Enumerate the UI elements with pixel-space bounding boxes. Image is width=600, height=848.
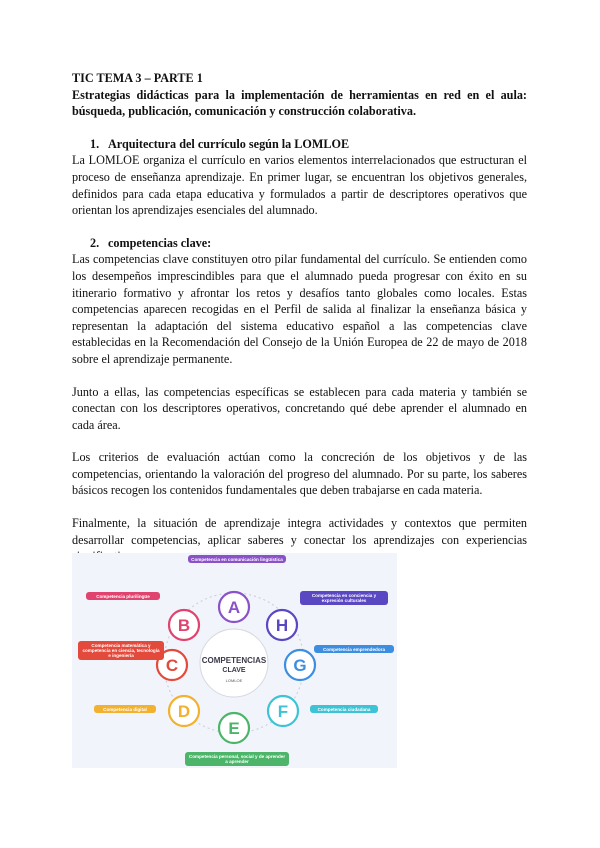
section-1-title: Arquitectura del currículo según la LOMLOE (108, 136, 350, 151)
label-e: Competencia personal, social y de aprender a aprender (185, 752, 289, 766)
section-1-heading (72, 136, 527, 153)
section-2-title: competencias clave: (108, 235, 212, 250)
label-c: Competencia matemática y competencia en ciencia, tecnología e ingeniería (78, 641, 164, 660)
node-d-letter: D (177, 702, 191, 721)
label-b: Competencia plurilingüe (86, 592, 160, 600)
infographic-diagram (72, 553, 397, 768)
label-h: Competencia en conciencia y expresión culturales (300, 591, 388, 605)
node-h-letter: H (275, 616, 289, 635)
section-1-number: 1. (90, 136, 100, 151)
node-b-letter: B (177, 616, 191, 635)
node-g-letter: G (293, 656, 307, 675)
center-title-line-1: COMPETENCIAS (201, 656, 267, 665)
node-c-letter: C (165, 656, 179, 675)
center-title-line-2: CLAVE (222, 667, 246, 674)
document-title: TIC TEMA 3 – PARTE 1 (72, 71, 203, 85)
document-page (72, 70, 527, 565)
label-d: Competencia digital (94, 705, 156, 713)
paragraph-1: La LOMLOE organiza el currículo en varios elementos interrelacionados que estructuran el proceso de enseñanza aprendizaje. En primer lugar, se encuentran los objetivos generales, definidos para cada etapa educativa y formulados a partir de descriptores operativos que orientan los aprendizajes esenciales del alumnado. (72, 153, 527, 218)
paragraph-5: Finalmente, la situación de aprendizaje integra actividades y contextos que permiten desarrollar competencias, aplicar saberes y conectar los aprendizajes con experiencias (72, 516, 527, 547)
label-f: Competencia ciudadana (310, 705, 378, 713)
paragraph-4: Los criterios de evaluación actúan como la concreción de los objetivos y de las competencias, orientando la valoración del progreso del alumnado. Por su parte, los saberes básicos recogen los contenidos fundamentales que deben trabajarse en cada materia. (72, 450, 527, 498)
label-g: Competencia emprendedora (314, 645, 394, 653)
node-e-letter: E (228, 719, 240, 738)
section-2-number: 2. (90, 235, 100, 250)
document-subtitle: Estrategias didácticas para la implementación de herramientas en red en el aula: búsqueda, publicación, comunicación y construcción colaborativa. (72, 87, 527, 119)
paragraph-3: Junto a ellas, las competencias específicas se establecen para cada materia y también se conectan con los descriptores operativos, concretando qué debe aprender el alumnado en cada área. (72, 384, 527, 432)
section-2-heading (72, 235, 527, 252)
center-subtitle: LOMLOE (225, 678, 243, 683)
node-a-letter: A (227, 598, 241, 617)
label-a: Competencia en comunicación lingüística (188, 555, 286, 563)
competencias-clave-infographic (72, 553, 397, 768)
paragraph-2: Las competencias clave constituyen otro pilar fundamental del currículo. Se entienden como los desempeños imprescindibles para que el alumnado pueda progresar con éxito en su itinerario formativo y afrontar los retos y desafíos tanto globales como locales. Estas competencias aparecen recogidas en el Perfil de salida al finalizar la enseñanza básica y representan la adaptación del sistema educativo español a las competencias clave establecidas en la Recomendación del Consejo de la Unión Europea de 22 de mayo de 2018 sobre el aprendizaje permanente. (72, 252, 527, 366)
node-f-letter: F (277, 702, 289, 721)
